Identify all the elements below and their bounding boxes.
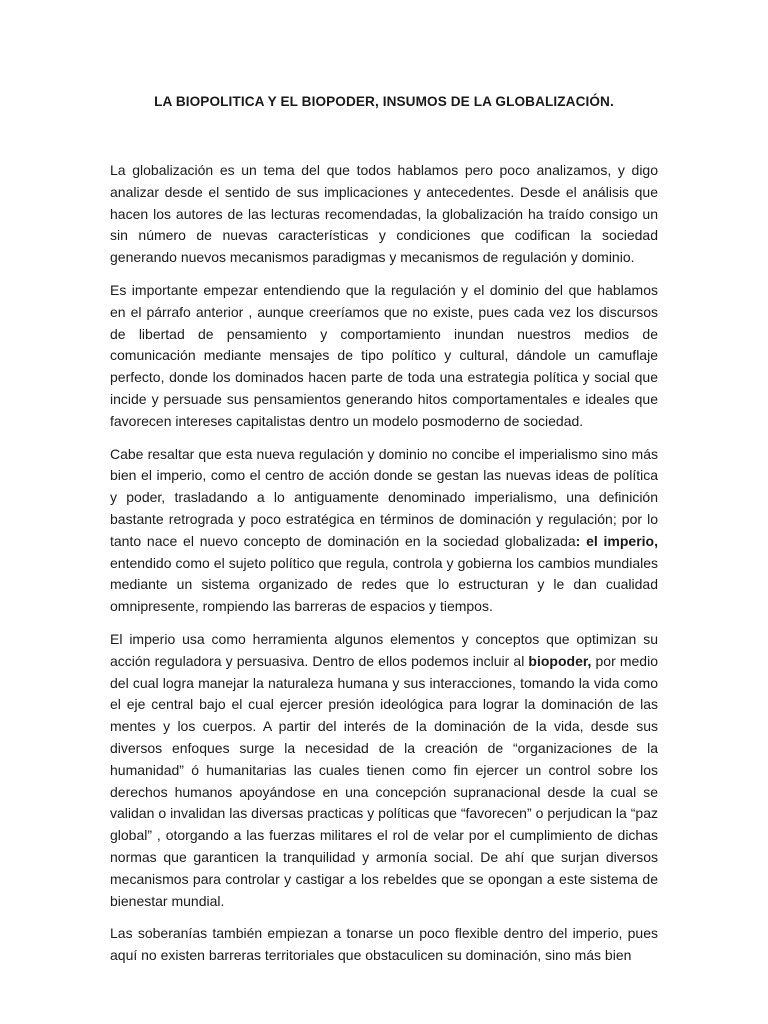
- paragraph-3: [110, 444, 658, 618]
- emphasis-biopoder: biopoder,: [528, 652, 592, 669]
- paragraph-4-text-after: por medio del cual logra manejar la naturaleza humana y sus interacciones, tomando la vida como el eje central bajo el cual ejercer presión ideológica para lograr la dominación de las mentes y los cuerpos. A partir del interés de la dominación de la vida, desde sus diversos enfoques surge la necesidad de la creación de “organizaciones de la humanidad” ó humanitarias las cuales tienen como fin ejercer un control sobre los derechos humanos apoyándose en una concepción supranacional desde la cual se validan o invalidan las diversas practicas y políticas que “favorecen” o perjudican la “paz global” , otorgando a las fuerzas militares el rol de velar por el cumplimiento de dichas normas que garanticen la tranquilidad y armonía social. De ahí que surjan diversos mecanismos para controlar y castigar a los rebeldes que se opongan a este sistema de bienestar mundial.: [110, 652, 658, 909]
- paragraph-3-text-after: entendido como el sujeto político que regula, controla y gobierna los cambios mundiales mediante un sistema organizado de redes que lo estructuran y le dan cualidad omnipresente, rompiendo las barreras de espacios y tiempos.: [110, 554, 658, 615]
- paragraph-5: Las soberanías también empiezan a tonarse un poco flexible dentro del imperio, pues aquí no existen barreras territoriales que obstaculicen su dominación, sino más bien: [110, 925, 658, 964]
- paragraph-4: [110, 629, 658, 912]
- paragraph-4-text-before: El imperio usa como herramienta algunos elementos y conceptos que optimizan su acción reguladora y persuasiva. Dentro de ellos podemos incluir al: [110, 630, 658, 669]
- paragraph-3-text-before: Cabe resaltar que esta nueva regulación y dominio no concibe el imperialismo sino más bien el imperio, como el centro de acción donde se gestan las nuevas ideas de política y poder, trasladando a lo antiguamente denominado imperialismo, una definición bastante retrograda y poco estratégica en términos de dominación y regulación; por lo tanto nace el nuevo concepto de dominación en la sociedad globalizada: [110, 445, 658, 549]
- document-title: LA BIOPOLITICA Y EL BIOPODER, INSUMOS DE LA GLOBALIZACIÓN.: [154, 94, 614, 109]
- emphasis-el-imperio: : el imperio,: [575, 532, 658, 549]
- paragraph-2: Es importante empezar entendiendo que la regulación y el dominio del que hablamos en el párrafo anterior , aunque creeríamos que no existe, pues cada vez los discursos de libertad de pensamiento y comportamiento inundan nuestros medios de comunicación mediante mensajes de tipo político y cultural, dándole un camuflaje perfecto, donde los dominados hacen parte de toda una estrategia política y social que incide y persuade sus pensamientos generando hitos comportamentales e ideales que favorecen intereses capitalistas dentro un modelo posmoderno de sociedad.: [110, 281, 658, 429]
- paragraph-1: La globalización es un tema del que todos hablamos pero poco analizamos, y digo analizar desde el sentido de sus implicaciones y antecedentes. Desde el análisis que hacen los autores de las lecturas recomendadas, la globalización ha traído consigo un sin número de nuevas características y condiciones que codifican la sociedad generando nuevos mecanismos paradigmas y mecanismos de regulación y dominio.: [110, 162, 658, 266]
- document-body: [110, 160, 658, 978]
